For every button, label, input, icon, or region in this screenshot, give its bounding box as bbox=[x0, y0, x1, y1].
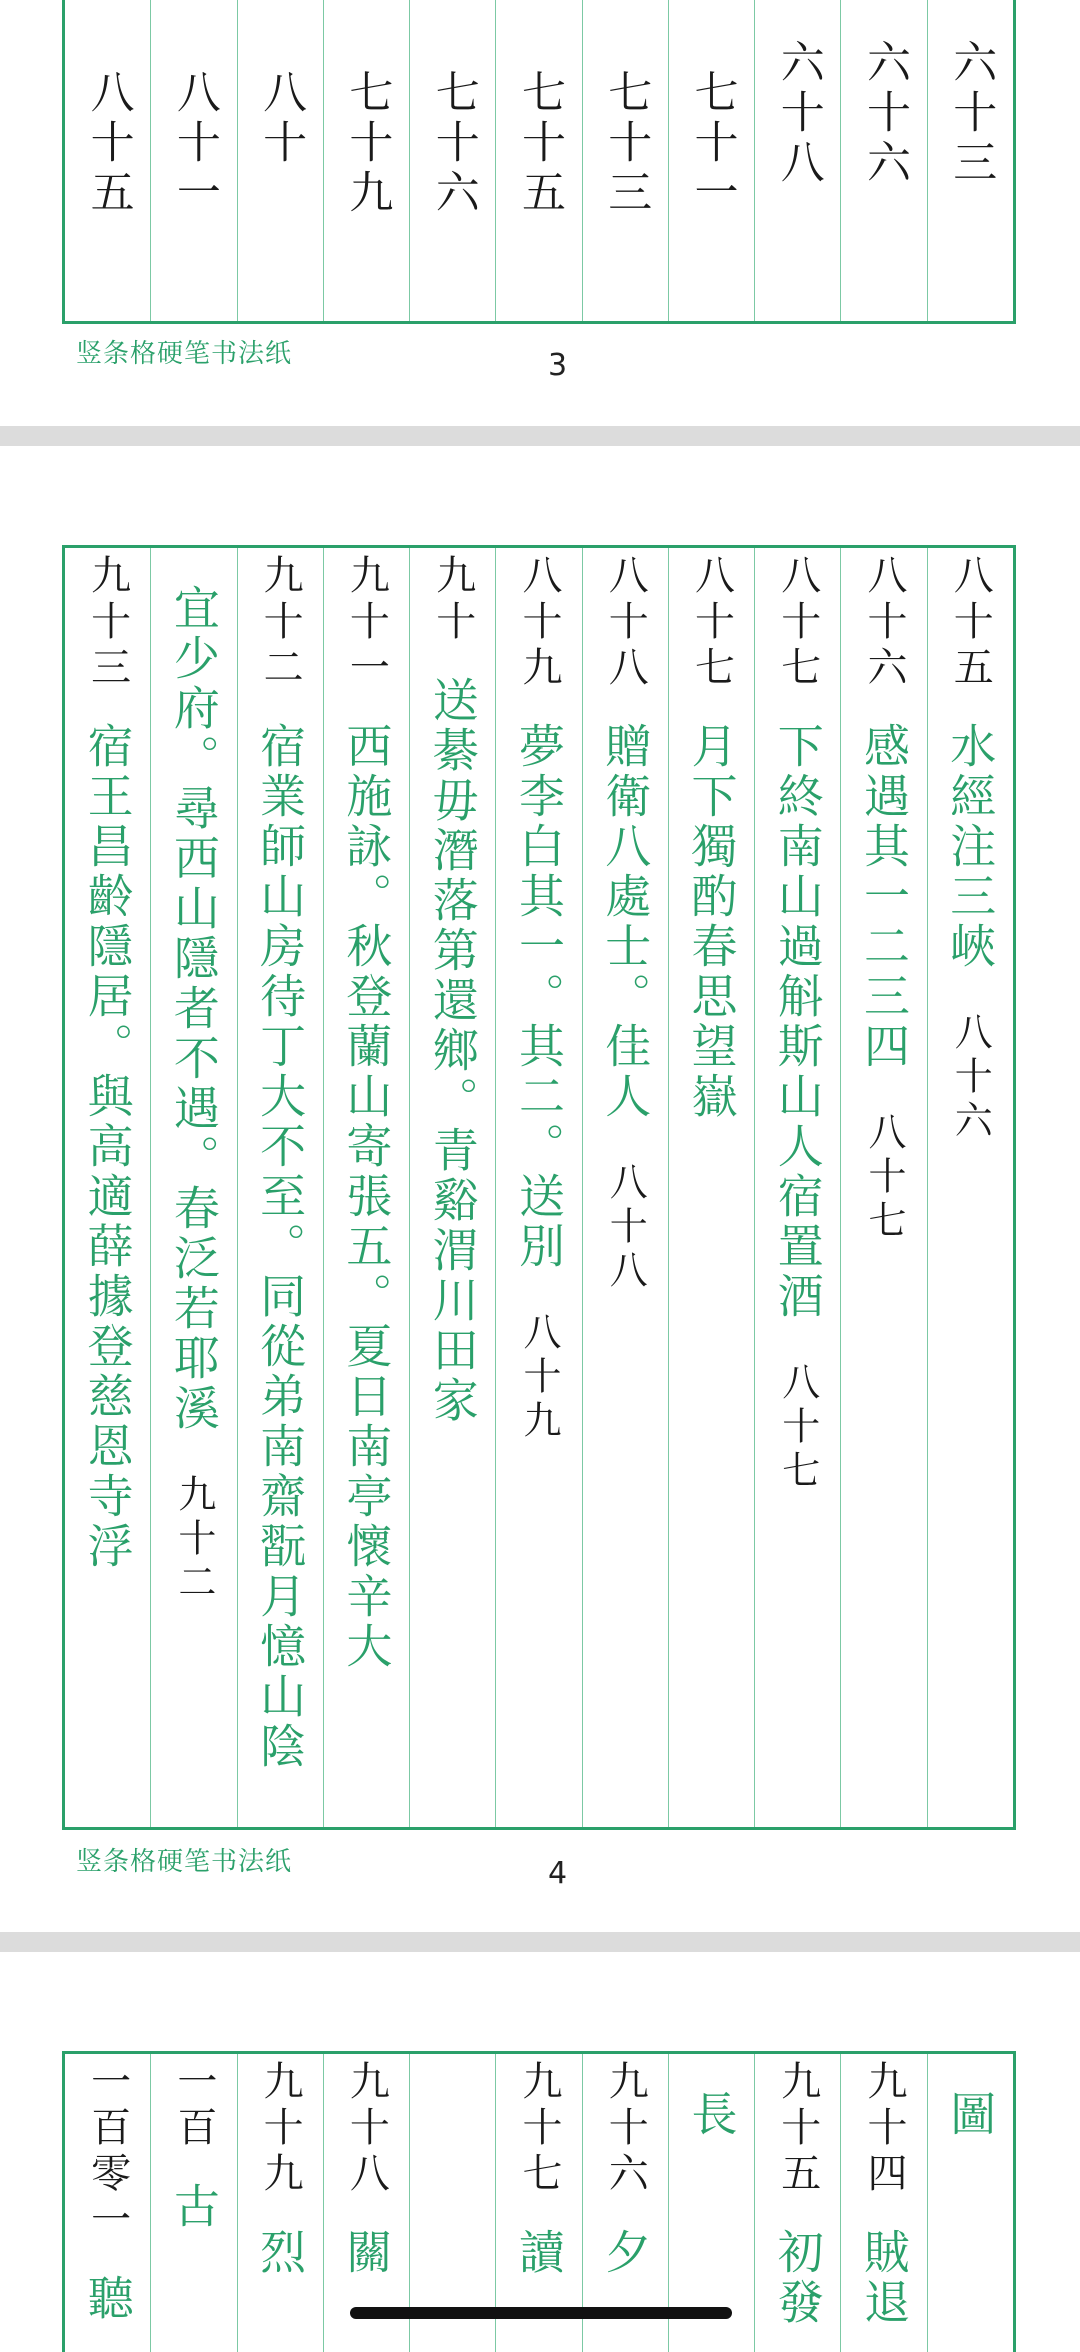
column-number: 七十六 bbox=[427, 69, 479, 219]
column-title: 聽 bbox=[80, 2274, 135, 2324]
column-number: 六十六 bbox=[859, 39, 911, 189]
column-number: 七十三 bbox=[600, 69, 652, 219]
column-title: 感遇其一二三四 bbox=[857, 722, 912, 1072]
column-title: 送綦毋潛落第還鄉。青谿渭川田家 bbox=[425, 676, 480, 1426]
grid-column bbox=[65, 0, 151, 321]
grid-column bbox=[841, 548, 927, 1827]
column-title: 夕 bbox=[598, 2228, 653, 2278]
column-title: 下終南山過斛斯山人宿置酒 bbox=[770, 722, 825, 1322]
column-title: 初發 bbox=[770, 2228, 825, 2328]
column-number: 九十八 bbox=[343, 2060, 390, 2198]
column-title: 烈 bbox=[253, 2228, 308, 2278]
column-title: 圖 bbox=[943, 2090, 998, 2140]
grid-column bbox=[410, 548, 496, 1827]
column-title: 長 bbox=[684, 2090, 739, 2140]
column-number: 九十六 bbox=[602, 2060, 649, 2198]
grid-column bbox=[841, 0, 927, 321]
column-title: 夢李白其一。其二。送別 bbox=[511, 722, 566, 1272]
column-title: 宿業師山房待丁大不至。同從弟南齋翫月憶山陰 bbox=[253, 722, 308, 1772]
column-number: 七十一 bbox=[686, 69, 738, 219]
column-tail-number: 八十九 bbox=[516, 1312, 561, 1444]
column-number: 八十一 bbox=[168, 69, 220, 219]
column-number: 九十四 bbox=[861, 2060, 908, 2198]
grid-column bbox=[65, 2054, 151, 2352]
grid-column bbox=[238, 0, 324, 321]
grid-column bbox=[410, 0, 496, 321]
grid-column bbox=[238, 2054, 324, 2352]
column-tail-number: 九十二 bbox=[171, 1474, 216, 1606]
column-number: 九十 bbox=[429, 554, 476, 646]
grid-column bbox=[583, 0, 669, 321]
grid-column bbox=[755, 0, 841, 321]
column-number: 九十一 bbox=[343, 554, 390, 692]
column-tail-number: 八十八 bbox=[603, 1162, 648, 1294]
column-title: 宜少府。尋西山隱者不遇。春泛若耶溪 bbox=[166, 584, 221, 1434]
grid-column bbox=[151, 2054, 237, 2352]
column-tail-number: 八十六 bbox=[948, 1012, 993, 1144]
writing-grid bbox=[62, 545, 1016, 1830]
column-number: 一百 bbox=[170, 2060, 217, 2152]
grid-column bbox=[669, 0, 755, 321]
column-number: 六十八 bbox=[772, 39, 824, 189]
column-number: 六十三 bbox=[945, 39, 997, 189]
column-number: 八十六 bbox=[861, 554, 908, 692]
grid-column bbox=[669, 548, 755, 1827]
grid-column bbox=[151, 548, 237, 1827]
grid-column bbox=[583, 548, 669, 1827]
page-sheet-3 bbox=[0, 0, 1080, 426]
grid-column bbox=[496, 548, 582, 1827]
column-number: 八十九 bbox=[515, 554, 562, 692]
grid-column bbox=[238, 548, 324, 1827]
writing-grid bbox=[62, 0, 1016, 324]
page-number: 4 bbox=[548, 1856, 568, 1891]
grid-column bbox=[841, 2054, 927, 2352]
column-number: 九十三 bbox=[84, 554, 131, 692]
grid-column bbox=[496, 0, 582, 321]
column-number: 八十五 bbox=[82, 69, 134, 219]
column-number: 八十七 bbox=[688, 554, 735, 692]
grid-column bbox=[151, 0, 237, 321]
column-number: 八十五 bbox=[947, 554, 994, 692]
column-number: 八十 bbox=[255, 69, 307, 169]
column-number: 一百零一 bbox=[84, 2060, 131, 2244]
column-number: 七十九 bbox=[341, 69, 393, 219]
grid-column bbox=[928, 0, 1013, 321]
grid-column bbox=[755, 548, 841, 1827]
grid-column bbox=[928, 548, 1013, 1827]
grid-column bbox=[755, 2054, 841, 2352]
page-number: 3 bbox=[548, 348, 568, 383]
column-number: 八十八 bbox=[602, 554, 649, 692]
footer-brand: 竖条格硬笔书法纸 bbox=[76, 339, 293, 369]
column-number: 九十七 bbox=[515, 2060, 562, 2198]
grid-column bbox=[65, 548, 151, 1827]
column-number: 八十七 bbox=[774, 554, 821, 692]
grid-column bbox=[928, 2054, 1013, 2352]
column-number: 九十九 bbox=[257, 2060, 304, 2198]
column-number: 九十五 bbox=[774, 2060, 821, 2198]
column-title: 西施詠。秋登蘭山寄張五。夏日南亭懷辛大 bbox=[339, 722, 394, 1672]
column-title: 月下獨酌春思望嶽 bbox=[684, 722, 739, 1122]
column-tail-number: 八十七 bbox=[862, 1112, 907, 1244]
page-sheet-5 bbox=[0, 1952, 1080, 2352]
grid-column bbox=[324, 548, 410, 1827]
footer-brand: 竖条格硬笔书法纸 bbox=[76, 1847, 293, 1877]
column-title: 宿王昌齡隱居。與高適薛據登慈恩寺浮 bbox=[80, 722, 135, 1572]
column-title: 讀 bbox=[511, 2228, 566, 2278]
page-sheet-4 bbox=[0, 446, 1080, 1932]
column-title: 賊退 bbox=[857, 2228, 912, 2328]
grid-column bbox=[324, 0, 410, 321]
column-title: 水經注三峽 bbox=[943, 722, 998, 972]
column-title: 古 bbox=[166, 2182, 221, 2232]
column-title: 關 bbox=[339, 2228, 394, 2278]
column-number: 九十二 bbox=[257, 554, 304, 692]
column-title: 贈衛八處士。佳人 bbox=[598, 722, 653, 1122]
column-tail-number: 八十七 bbox=[775, 1362, 820, 1494]
column-number: 七十五 bbox=[513, 69, 565, 219]
home-indicator[interactable] bbox=[350, 2307, 732, 2319]
